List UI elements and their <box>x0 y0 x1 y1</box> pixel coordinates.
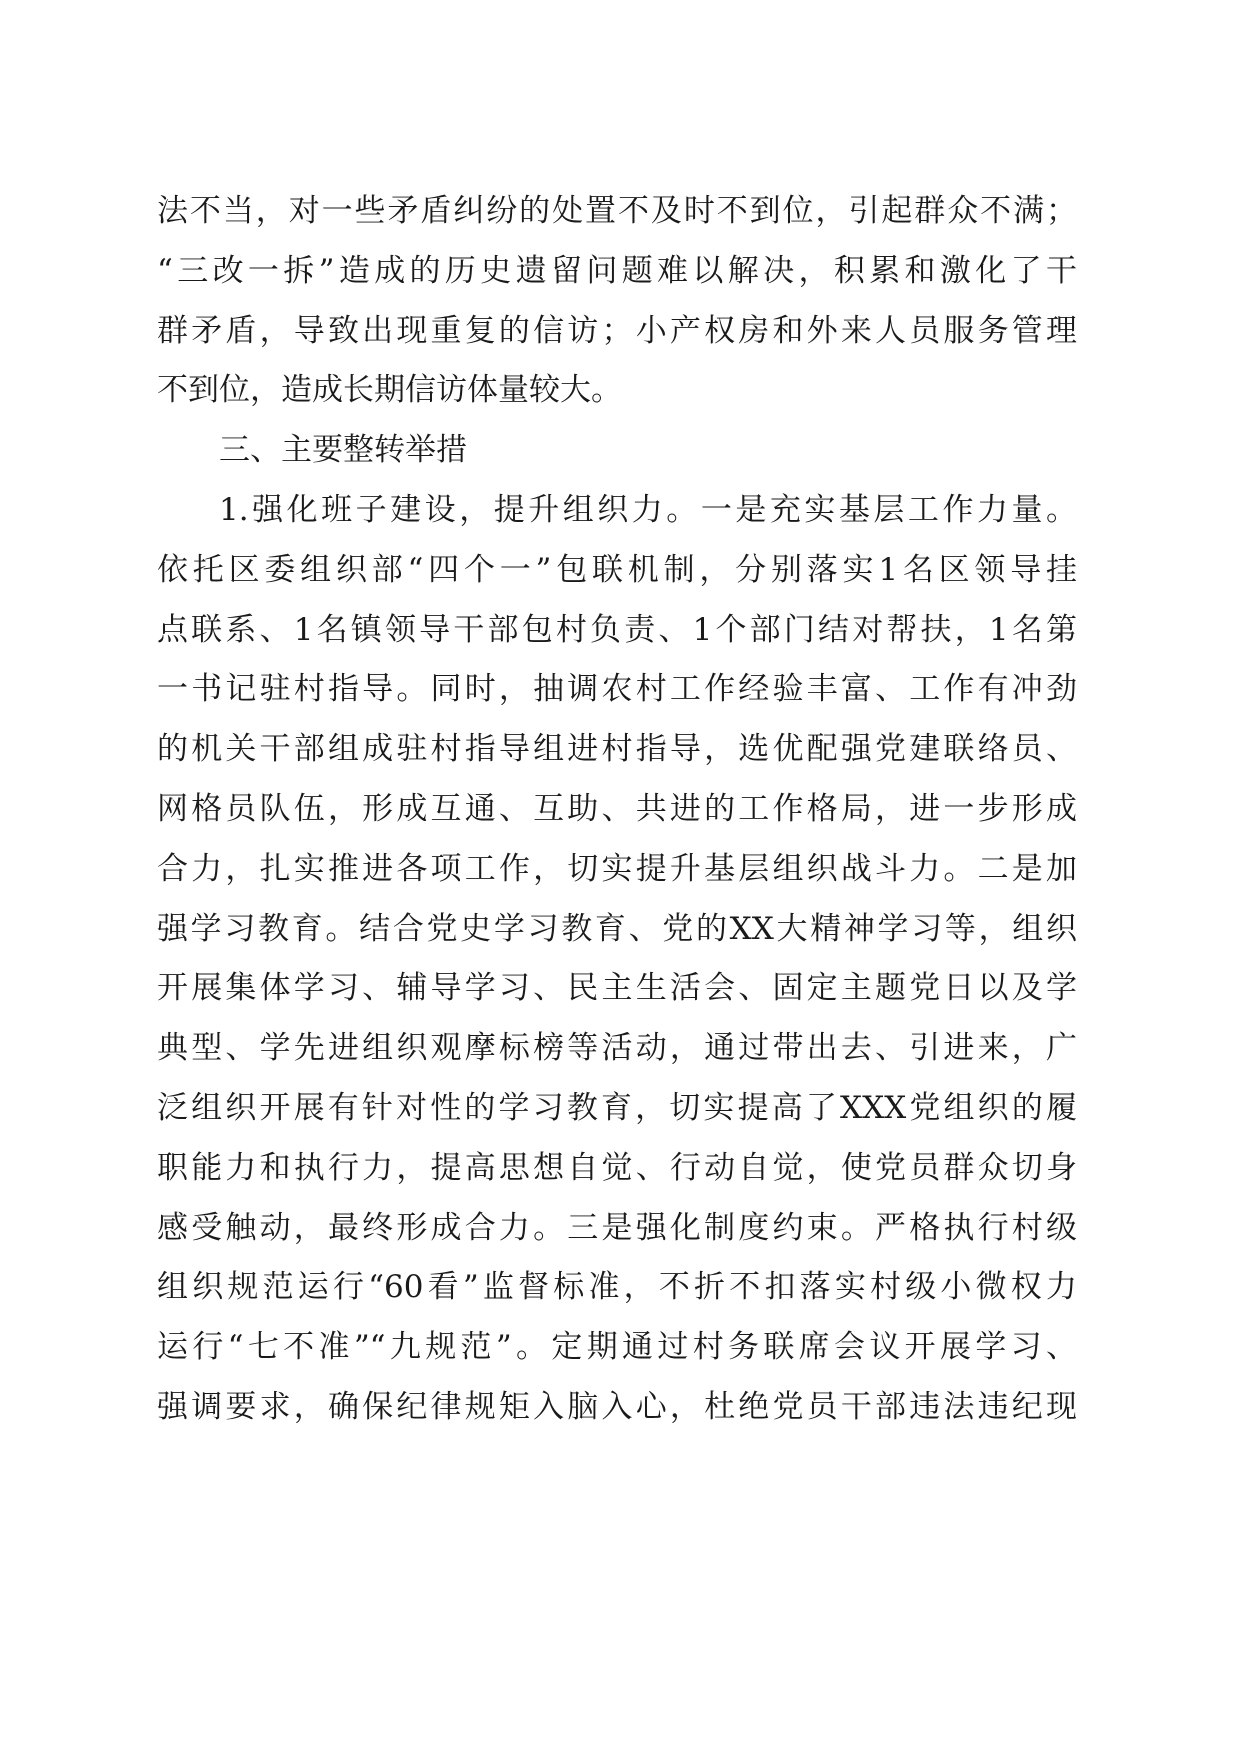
text-line: 泛组织开展有针对性的学习教育，切实提高了XXX党组织的履 <box>157 1089 1077 1126</box>
text-line: 群矛盾，导致出现重复的信访；小产权房和外来人员服务管理 <box>157 312 1077 349</box>
text-line: 职能力和执行力，提高思想自觉、行动自觉，使党员群众切身 <box>157 1149 1077 1186</box>
text-line: 点联系、1名镇领导干部包村负责、1个部门结对帮扶，1名第 <box>157 611 1077 648</box>
text-line: 运行“七不准”“九规范”。定期通过村务联席会议开展学习、 <box>157 1329 1077 1366</box>
text-line: 开展集体学习、辅导学习、民主生活会、固定主题党日以及学 <box>157 970 1077 1007</box>
text-line: 组织规范运行“60看”监督标准，不折不扣落实村级小微权力 <box>157 1269 1077 1306</box>
text-line: “三改一拆”造成的历史遗留问题难以解决，积累和激化了干 <box>157 252 1077 289</box>
text-line: 法不当，对一些矛盾纠纷的处置不及时不到位，引起群众不满； <box>157 193 1077 229</box>
text-line: 典型、学先进组织观摩标榜等活动，通过带出去、引进来，广 <box>157 1030 1077 1067</box>
text-line: 的机关干部组成驻村指导组进村指导，选优配强党建联络员、 <box>157 731 1077 768</box>
subsection-heading-line: 1.强化班子建设，提升组织力。一是充实基层工作力量。 <box>219 491 1077 528</box>
section-heading: 三、主要整转举措 <box>219 432 467 469</box>
document-body <box>157 182 1077 1438</box>
text-line: 强学习教育。结合党史学习教育、党的XX大精神学习等，组织 <box>157 910 1077 947</box>
text-line: 感受触动，最终形成合力。三是强化制度约束。严格执行村级 <box>157 1209 1077 1246</box>
text-line: 网格员队伍，形成互通、互助、共进的工作格局，进一步形成 <box>157 790 1077 827</box>
text-line: 一书记驻村指导。同时，抽调农村工作经验丰富、工作有冲劲 <box>157 671 1077 708</box>
text-line: 不到位，造成长期信访体量较大。 <box>157 372 622 409</box>
text-line: 合力，扎实推进各项工作，切实提升基层组织战斗力。二是加 <box>157 850 1077 887</box>
text-line: 强调要求，确保纪律规矩入脑入心，杜绝党员干部违法违纪现 <box>157 1388 1077 1425</box>
text-line: 依托区委组织部“四个一”包联机制，分别落实1名区领导挂 <box>157 551 1077 588</box>
